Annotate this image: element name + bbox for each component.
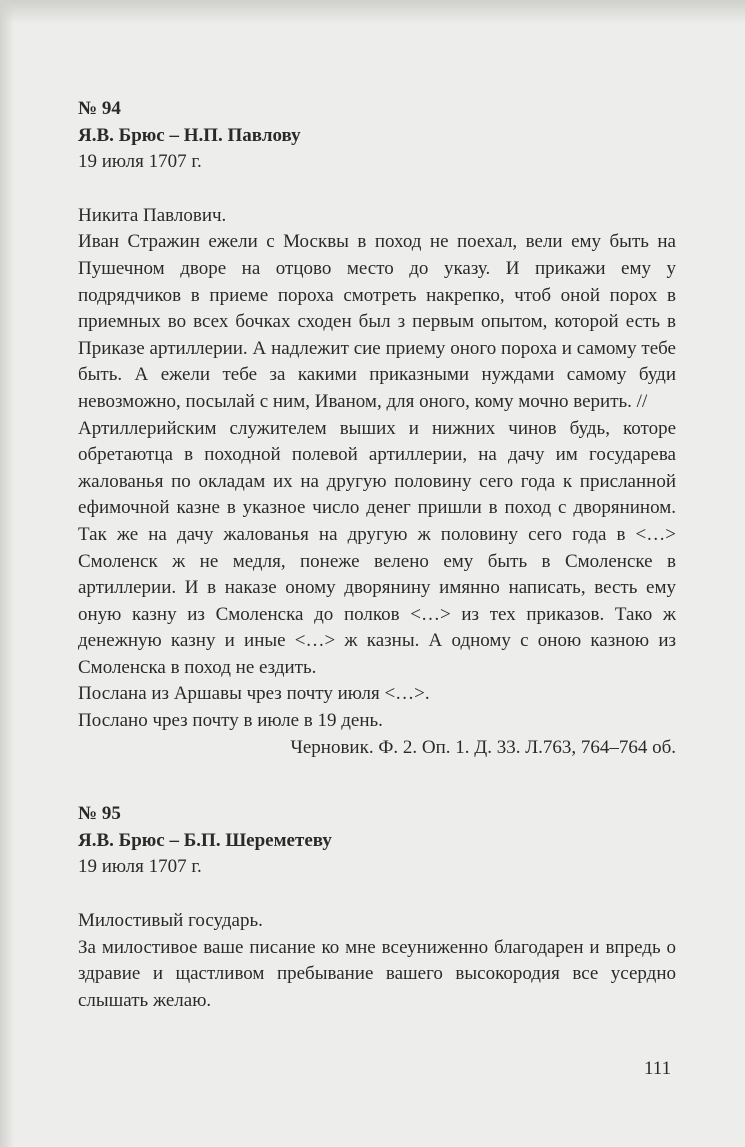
letter-number: № 94 xyxy=(78,98,121,119)
letter-95 xyxy=(78,801,676,1014)
page-content xyxy=(78,96,676,1014)
archive-source: Черновик. Ф. 2. Оп. 1. Д. 33. Л.763, 764–764 об. xyxy=(290,736,676,758)
letter-salutation: Никита Павлович. xyxy=(78,204,227,226)
scan-shadow-top xyxy=(0,0,745,24)
letter-salutation: Милостивый государь. xyxy=(78,910,263,932)
letter-date: 19 июля 1707 г. xyxy=(78,856,202,878)
letter-paragraph: За милостивое ваше писание ко мне всеуниженно благодарен и впредь о здравие и щастливом пребывание вашего высокородия все усердно слышать желаю. xyxy=(78,936,676,1011)
letter-number: № 95 xyxy=(78,803,121,825)
scan-shadow-left xyxy=(0,0,14,1147)
letter-heading: Я.В. Брюс – Б.П. Шереметеву xyxy=(78,829,332,851)
letter-heading: Я.В. Брюс – Н.П. Павлову xyxy=(78,124,301,146)
letter-date: 19 июля 1707 г. xyxy=(78,151,202,173)
letter-paragraph: Послана из Аршавы чрез почту июля <…>. xyxy=(78,683,430,705)
page-number: 111 xyxy=(644,1058,672,1079)
letter-94 xyxy=(78,96,676,761)
letter-paragraph: Артиллерийским служителем выших и нижних чинов будь, которе обретаютца в походной полевой артиллерии, на дачу им государева жалованья по окладам их на другую половину сего года к присланной ефимочной казне в указное число денег пришли в поход с дворянином. Так же на дачу жалованья на другую ж половину сего года в <…> Смоленск ж не медля, понеже велено ему быть в Смоленске в артиллерии. И в наказе оному дворянину имянно написать, весть ему оную казну из Смоленска до полков <…> из тех приказов. Тако ж денежную казну и иные <…> ж казны. А одному с оною казною из Смоленска в поход не ездить. xyxy=(78,417,676,678)
letter-paragraph: Иван Стражин ежели с Москвы в поход не поехал, вели ему быть на Пушечном дворе на отцово место до указу. И прикажи ему у подрядчиков в приеме пороха смотреть накрепко, чтоб оной порох в приемных во всех бочках сходен был з первым опытом, которой есть в Приказе артиллерии. А надлежит сие приему оного пороха и самому тебе быть. А ежели тебе за какими приказными нуждами самому буди невозможно, посылай с ним, Иваном, для оного, кому мочно верить. // xyxy=(78,231,676,412)
letter-paragraph: Послано чрез почту в июле в 19 день. xyxy=(78,710,383,732)
